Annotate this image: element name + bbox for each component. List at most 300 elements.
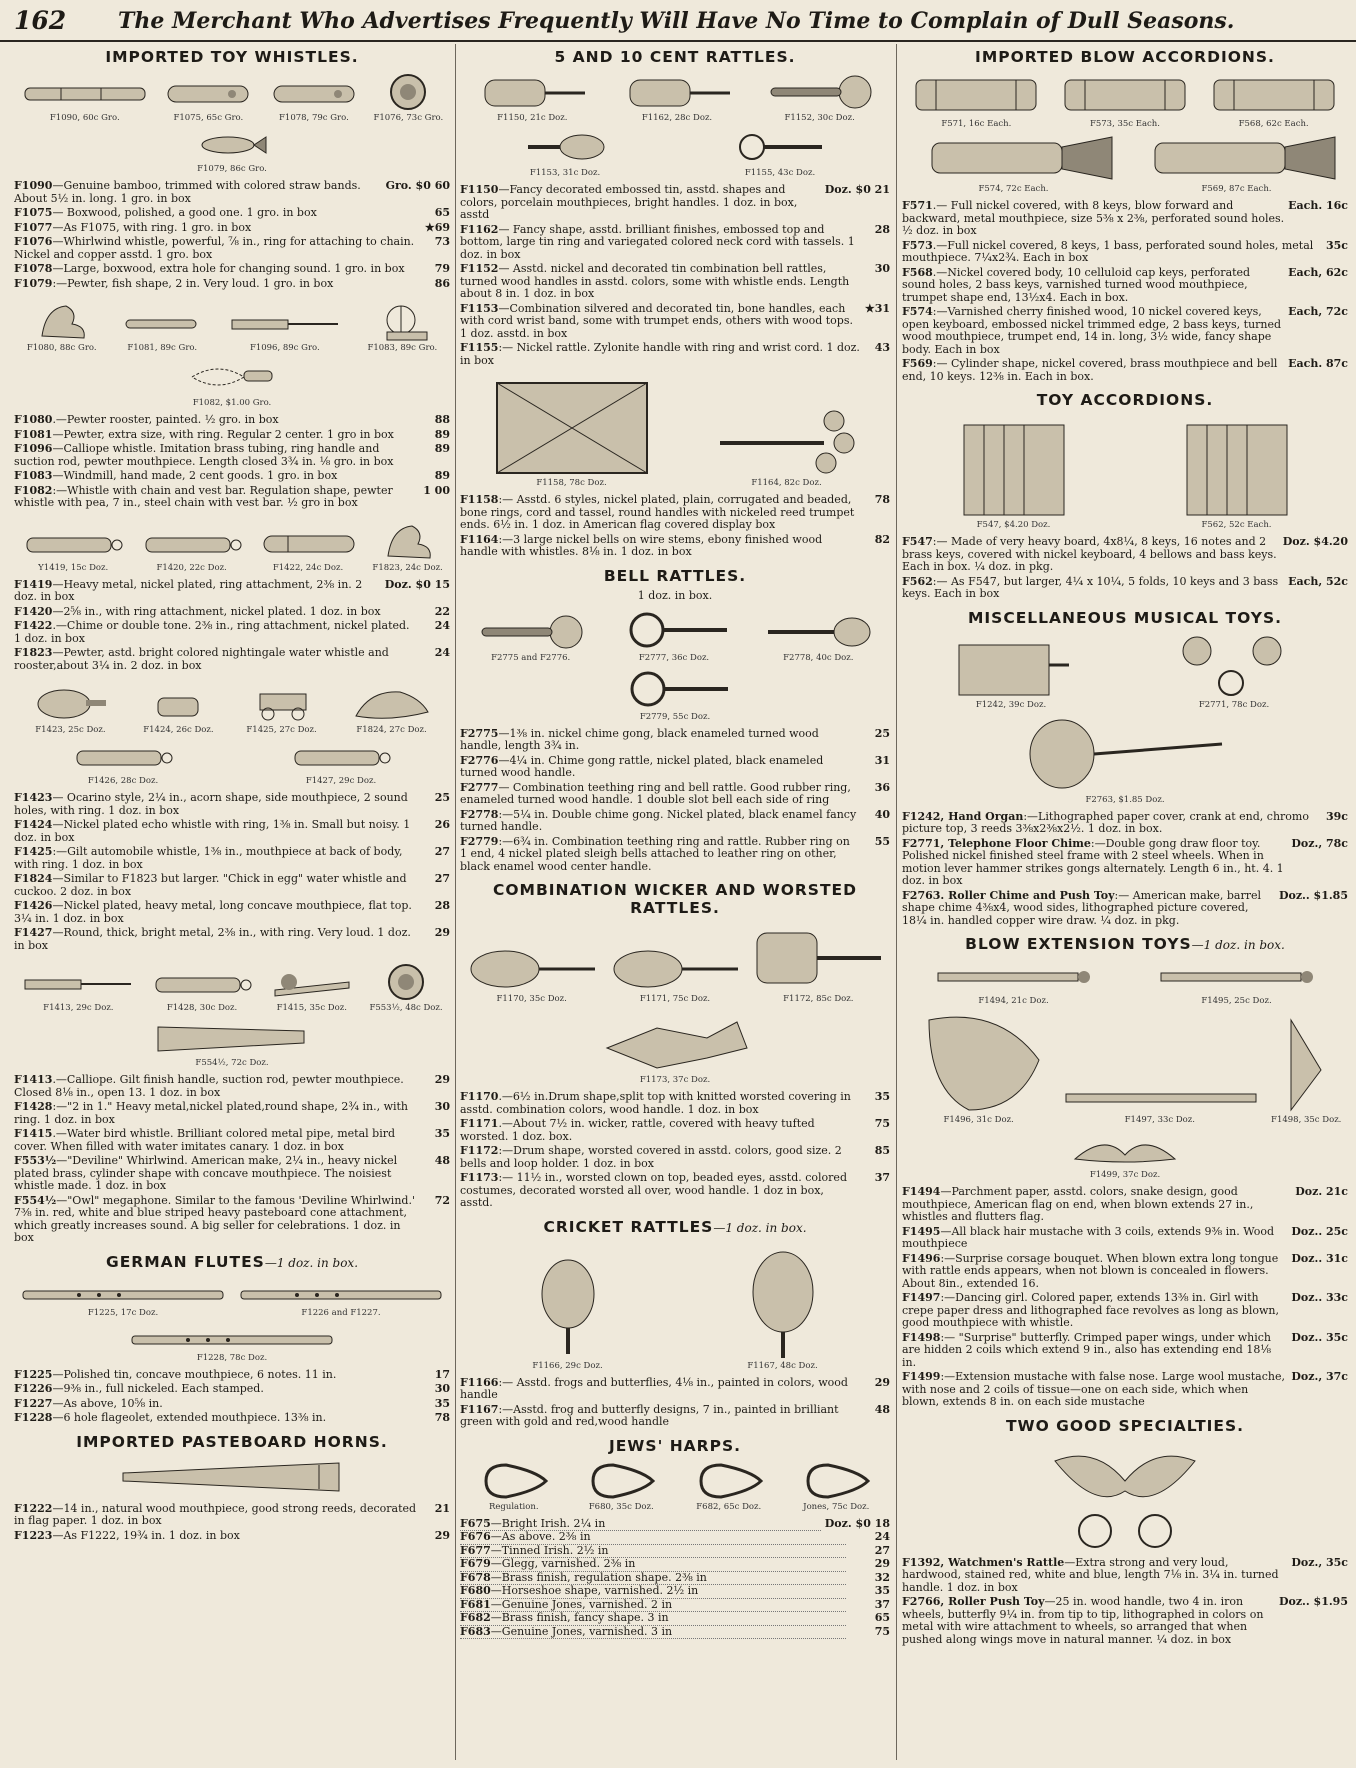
- catalog-item: [460, 1585, 890, 1599]
- catalog-section: [460, 567, 890, 874]
- figure-row: [902, 413, 1348, 532]
- figure-caption: F1167, 48c Doz.: [747, 1360, 818, 1371]
- item-price: Doz. $0 15: [384, 577, 450, 591]
- catalog-item: [14, 236, 450, 261]
- item-code: F1422: [14, 619, 53, 632]
- figure-caption: F1150, 21c Doz.: [497, 113, 568, 123]
- item-text: —As above, 10⅝ in.: [52, 1396, 163, 1410]
- item-price: 30: [434, 1100, 450, 1113]
- item-code: F571: [902, 199, 933, 212]
- item-code: F1226: [14, 1382, 53, 1395]
- item-text: :—Asstd. frog and butterfly designs, 7 in., painted in brilliant green with gold and red,wood handle: [460, 1402, 839, 1428]
- item-price: 39c: [1325, 809, 1348, 823]
- section-title: [14, 48, 450, 66]
- nickel-rattle-icon: [732, 127, 828, 167]
- catalog-item: [460, 1377, 890, 1402]
- item-code: F677: [460, 1543, 491, 1557]
- item-text: — Ocarino style, 2¼ in., acorn shape, side mouthpiece, 2 sound holes, with ring. 1 doz. in box: [14, 791, 408, 817]
- item-description: [460, 1145, 860, 1170]
- product-figure: [620, 72, 734, 123]
- figure-caption: F1823, 24c Doz.: [372, 562, 443, 573]
- item-text: —Parchment paper, asstd. colors, snake design, good mouthpiece, American flag on end, when blown extends 27 in., whistles and flutters flag.: [902, 1185, 1254, 1223]
- blow-extension-icon: [1157, 959, 1317, 995]
- jews-harp-icon: [476, 1461, 552, 1501]
- item-code: F676: [460, 1530, 491, 1543]
- item-list: [14, 1369, 450, 1425]
- item-description: [14, 846, 420, 871]
- flute-icon: [19, 1277, 227, 1307]
- item-description: [14, 470, 420, 483]
- catalog-item: [902, 267, 1348, 305]
- catalog-item: [460, 1558, 890, 1572]
- item-price: Doz. 21c: [1295, 1185, 1348, 1198]
- butterfly-roller-icon: [1035, 1441, 1215, 1551]
- item-price: 72: [434, 1193, 450, 1207]
- item-text: :—6¾ in. Combination teething ring and rattle. Rubber ring on 1 end, 4 nickel plated sleigh bells attached to leather ring on other, black enamel wood center handle.: [460, 834, 850, 873]
- catalog-item: [902, 576, 1348, 601]
- section-title-text: BLOW EXTENSION TOYS: [965, 935, 1192, 953]
- item-description: [460, 1377, 860, 1402]
- column-divider: [896, 44, 897, 1760]
- item-list: [902, 536, 1348, 601]
- item-code: F1423: [14, 791, 53, 804]
- catalog-section: [460, 375, 890, 559]
- product-figure: [751, 923, 885, 1004]
- figure-caption: F1425, 27c Doz.: [246, 725, 317, 735]
- product-figure: [289, 739, 393, 786]
- item-text: —Calliope whistle. Imitation brass tubing, ring handle and suction rod, pewter mouthpiece. Length closed 3¾ in. ⅛ gro. in box: [14, 442, 394, 468]
- catalog-item: [460, 1599, 890, 1613]
- item-price: 22: [434, 604, 450, 618]
- item-price: 29: [434, 1528, 450, 1542]
- catalog-item: [902, 1186, 1348, 1224]
- item-description: [14, 207, 420, 220]
- section-title: [460, 567, 890, 585]
- item-text: —Extra strong and very loud, hardwood, stained red, white and blue, length 7⅛ in. 3¼ in. turned handle. 1 doz. in box: [902, 1555, 1279, 1594]
- figure-caption: F1225, 17c Doz.: [87, 1307, 159, 1318]
- chime-whistle-icon: [258, 526, 358, 562]
- item-price: 1 00: [423, 483, 450, 497]
- catalog-item: [460, 1572, 890, 1586]
- rooster-whistle-icon: [32, 300, 92, 342]
- item-description: [460, 782, 860, 807]
- product-figure: [1055, 72, 1195, 129]
- item-description: [460, 1404, 860, 1429]
- figure-row: [460, 1459, 890, 1514]
- item-description: [14, 900, 420, 925]
- item-description: [460, 1518, 821, 1532]
- item-code: F1077: [14, 220, 53, 234]
- figure-caption: F2763, $1.85 Doz.: [1085, 794, 1165, 805]
- product-figure: [476, 1461, 552, 1512]
- figure-caption: F1158, 78c Doz.: [536, 478, 607, 488]
- product-figure: [372, 520, 442, 573]
- catalog-item: [14, 1530, 450, 1543]
- item-price: 89: [434, 469, 450, 482]
- item-text: —"Owl" megaphone. Similar to the famous 'Deviline Whirlwind.' 7⅜ in. red, white and blue striped heavy pasteboard cone attachment, which greatly increases sound. A big seller for celebrations. 1 doz. in box: [14, 1193, 415, 1244]
- figure-caption: F1496, 31c Doz.: [943, 1115, 1014, 1125]
- figure-row: [902, 957, 1348, 1182]
- item-text: —Brass finish, regulation shape. 2⅜ in: [490, 1570, 707, 1584]
- item-list: [902, 200, 1348, 383]
- item-description: [14, 1530, 420, 1543]
- item-description: [14, 222, 420, 235]
- catalog-item: [14, 1383, 450, 1396]
- item-text: —Fancy decorated embossed tin, asstd. shapes and colors, porcelain mouthpieces, bright handles. 1 doz. in box, asstd: [460, 183, 798, 221]
- blow-accordion-icon: [1204, 72, 1344, 118]
- product-figure: [597, 1008, 753, 1085]
- catalog-item: [460, 1091, 890, 1116]
- item-price: 24: [434, 619, 450, 632]
- item-list: [14, 180, 450, 290]
- item-description: [14, 1128, 420, 1153]
- product-figure: [906, 72, 1046, 129]
- catalog-item: [460, 1172, 890, 1210]
- catalog-section: [14, 1433, 450, 1543]
- product-figure: [949, 635, 1073, 710]
- item-description: [902, 838, 1287, 888]
- product-figure: [934, 959, 1094, 1006]
- item-code: F1080: [14, 413, 53, 426]
- page-number: 162: [14, 6, 67, 35]
- item-description: [902, 1332, 1287, 1370]
- item-price: 36: [874, 780, 890, 794]
- item-code: F554½: [14, 1193, 57, 1207]
- item-code: F679: [460, 1557, 491, 1570]
- item-code: F2763. Roller Chime and Push Toy: [902, 888, 1115, 902]
- item-text: :—Pewter, fish shape, 2 in. Very loud. 1 gro. in box: [52, 276, 334, 290]
- item-price: Doz.. $1.85: [1278, 888, 1348, 902]
- item-code: F568: [902, 265, 933, 279]
- ocarina-whistle-icon: [30, 684, 110, 724]
- figure-caption: F1242, 39c Doz.: [975, 699, 1047, 710]
- product-figure: [491, 377, 653, 488]
- page-title: The Merchant Who Advertises Frequently Will Have No Time to Complain of Dull Seasons.: [118, 8, 1235, 34]
- catalog-item: [460, 494, 890, 532]
- product-figure: [762, 612, 874, 663]
- item-price: 35: [434, 1127, 450, 1140]
- item-price: ★31: [864, 301, 890, 315]
- product-figure: [128, 1322, 336, 1363]
- figure-caption: Regulation.: [488, 1501, 539, 1512]
- item-description: [14, 485, 419, 510]
- item-price: 35c: [1325, 238, 1348, 252]
- item-code: F573: [902, 238, 933, 252]
- item-description: [902, 576, 1284, 601]
- product-figure: [194, 127, 270, 174]
- catalog-section: [14, 960, 450, 1245]
- item-code: F1082: [14, 483, 53, 497]
- roller-chime-icon: [1022, 714, 1228, 794]
- product-figure: [162, 76, 254, 123]
- item-description: [14, 1503, 420, 1528]
- item-description: [14, 1101, 420, 1126]
- catalog-section: [460, 881, 890, 1210]
- item-description: [460, 263, 860, 301]
- item-description: [14, 819, 420, 844]
- column-1: [14, 44, 450, 1760]
- catalog-item: [460, 728, 890, 753]
- item-text: —Round, thick, bright metal, 2⅜ in., with ring. Very loud. 1 doz. in box: [14, 926, 411, 952]
- item-code: F1158: [460, 493, 499, 506]
- catalog-item: [460, 184, 890, 222]
- item-price: 75: [874, 1624, 890, 1638]
- teething-ring-icon: [618, 667, 732, 711]
- catalog-item: [14, 579, 450, 604]
- item-code: F1153: [460, 301, 499, 315]
- item-price: 37: [874, 1597, 890, 1611]
- item-price: 86: [434, 276, 450, 290]
- item-price: 37: [874, 1171, 890, 1184]
- item-description: [460, 1585, 846, 1599]
- item-description: [460, 342, 860, 367]
- item-price: Doz.. 35c: [1291, 1330, 1348, 1344]
- item-price: 25: [434, 791, 450, 804]
- figure-caption: F2775 and F2776.: [491, 652, 571, 663]
- figure-row: [902, 631, 1348, 807]
- wicker-rattle-icon: [465, 945, 599, 993]
- item-text: —2⅝ in., with ring attachment, nickel plated. 1 doz. in box: [52, 604, 381, 618]
- figure-caption: F1166, 29c Doz.: [532, 1360, 603, 1371]
- item-list: [14, 579, 450, 673]
- catalog-item: [460, 1612, 890, 1626]
- blow-extension-icon: [934, 959, 1094, 995]
- item-description: [902, 1596, 1275, 1646]
- item-code: F1173: [460, 1171, 499, 1184]
- item-code: F1078: [14, 262, 53, 275]
- item-code: F1426: [14, 899, 53, 912]
- item-list: [14, 1074, 450, 1245]
- item-price: 78: [874, 493, 890, 506]
- product-figure: [1204, 72, 1344, 129]
- product-figure: [912, 133, 1116, 194]
- item-price: 31: [874, 753, 890, 767]
- catalog-item: [14, 1155, 450, 1193]
- item-list: [14, 414, 450, 510]
- item-description: [902, 1292, 1287, 1330]
- catalog-item: [14, 180, 450, 205]
- figure-caption: F680, 35c Doz.: [588, 1501, 654, 1512]
- item-description: [460, 836, 860, 874]
- item-price: 35: [874, 1584, 890, 1597]
- item-price: Each. 87c: [1288, 357, 1348, 370]
- calliope-whistle-icon: [21, 966, 135, 1002]
- item-description: [460, 534, 860, 559]
- figure-row: [14, 960, 450, 1070]
- item-description: [14, 1383, 420, 1396]
- figure-caption: F1494, 21c Doz.: [978, 996, 1049, 1006]
- item-price: 65: [874, 1611, 890, 1624]
- item-text: —Genuine bamboo, trimmed with colored straw bands. About 5½ in. long. 1 gro. in box: [14, 179, 361, 205]
- tin-rattle-icon: [475, 72, 589, 112]
- item-text: —Similar to F1823 but larger. "Chick in egg" water whistle and cuckoo. 2 doz. in box: [14, 872, 407, 898]
- figure-caption: F1155, 43c Doz.: [744, 168, 816, 178]
- calliope-whistle-icon: [228, 306, 342, 342]
- catalog-item: [14, 900, 450, 925]
- metal-whistle-icon: [289, 739, 393, 775]
- figure-caption: F1079, 86c Gro.: [197, 164, 267, 174]
- catalog-item: [902, 1332, 1348, 1370]
- item-code: F675: [460, 1516, 491, 1530]
- item-text: :—"2 in 1." Heavy metal,nickel plated,round shape, 2¾ in., with ring. 1 doz. in box: [14, 1100, 409, 1126]
- catalog-item: [460, 1545, 890, 1559]
- product-figure: [1062, 1078, 1258, 1125]
- pasteboard-horn-icon: [119, 1457, 345, 1497]
- item-code: F1227: [14, 1396, 53, 1410]
- pewter-whistle-icon: [122, 306, 202, 342]
- item-code: F1225: [14, 1367, 53, 1381]
- item-code: F569: [902, 357, 933, 370]
- item-text: :—Dancing girl. Colored paper, extends 13⅜ in. Girl with crepe paper dress and lithographed face revolves as long as blown, good mouthpiece with whistle.: [902, 1291, 1279, 1329]
- item-list: [460, 494, 890, 559]
- item-price: 24: [874, 1530, 890, 1543]
- item-description: [460, 494, 860, 532]
- figure-caption: F1172, 85c Doz.: [783, 994, 854, 1004]
- item-description: [14, 429, 420, 442]
- item-text: .—6½ in.Drum shape,split top with knitted worsted covering in asstd. combination colors, wood handle. 1 doz. in box: [460, 1090, 851, 1116]
- item-description: [460, 755, 860, 780]
- section-title: [902, 48, 1348, 66]
- windmill-whistle-icon: [371, 302, 433, 342]
- jews-harp-icon: [691, 1461, 767, 1501]
- metal-whistle-icon: [21, 526, 125, 562]
- catalog-item: [902, 1596, 1348, 1646]
- catalog-section: [14, 1253, 450, 1425]
- item-price: Doz. $4.20: [1282, 535, 1348, 548]
- item-description: [14, 927, 420, 952]
- section-title-text: IMPORTED BLOW ACCORDIONS.: [975, 48, 1275, 66]
- figure-row: [460, 1240, 890, 1373]
- section-title-text: 5 AND 10 CENT RATTLES.: [554, 48, 796, 66]
- item-text: :— American make, barrel shape chime 4⅜x4, wood sides, lithographed picture covered, 18¼ in. handled copper wire draw. ¼ doz. in pkg.: [902, 888, 1261, 927]
- section-title: [460, 48, 890, 66]
- figure-caption: F1498, 35c Doz.: [1271, 1115, 1342, 1125]
- product-figure: [350, 682, 434, 735]
- item-description: [460, 1118, 860, 1143]
- item-code: F1424: [14, 818, 53, 831]
- item-description: [460, 303, 860, 341]
- automobile-whistle-icon: [250, 684, 314, 724]
- product-figure: [732, 127, 828, 178]
- item-text: — Combination teething ring and bell rattle. Good rubber ring, enameled turned wood handle. 1 double slot bell each side of ring: [460, 780, 851, 806]
- item-text: —Nickel plated echo whistle with ring, 1⅜ in. Small but noisy. 1 doz. in box: [14, 818, 411, 844]
- product-figure: [608, 945, 742, 1004]
- item-text: —Brass finish, fancy shape. 3 in: [490, 1611, 669, 1624]
- catalog-item: [460, 755, 890, 780]
- item-description: [14, 263, 420, 276]
- item-description: [460, 1091, 860, 1116]
- item-code: F1167: [460, 1402, 499, 1416]
- product-figure: [909, 1010, 1049, 1125]
- section-title-text: GERMAN FLUTES: [105, 1252, 265, 1271]
- product-figure: [476, 612, 586, 663]
- item-price: 89: [434, 427, 450, 441]
- item-price: Doz., 35c: [1291, 1555, 1348, 1569]
- item-text: —Glegg, varnished. 2⅜ in: [490, 1557, 636, 1570]
- item-description: [14, 1074, 420, 1099]
- boxwood-whistle-icon: [268, 76, 360, 112]
- item-code: F1413: [14, 1073, 53, 1086]
- catalog-item: [902, 1557, 1348, 1595]
- item-text: :— Made of very heavy board, 4x8¼, 8 keys, 16 notes and 2 brass keys, covered with nickel keyboard, 4 bellows and bass keys. Each in box. ¼ doz. in pkg.: [902, 535, 1277, 573]
- item-description: [14, 1155, 420, 1193]
- catalog-item: [14, 620, 450, 645]
- item-description: [460, 184, 821, 222]
- item-text: :—Double gong draw floor toy. Polished nickel finished steel frame with 2 steel wheels. When in motion lever hammer strikes gongs alternately. Length 6 in., ht. 4. 1 doz. in box: [902, 836, 1284, 887]
- item-price: Each, 62c: [1288, 265, 1348, 279]
- item-text: :—Drum shape, worsted covered in asstd. colors, good size. 2 bells and loop holder. 1 doz. in box: [460, 1144, 842, 1170]
- item-price: 85: [874, 1144, 890, 1157]
- item-code: F1495: [902, 1224, 941, 1238]
- item-text: :— Cylinder shape, nickel covered, brass mouthpiece and bell end, 10 keys. 12⅜ in. Each in box.: [902, 357, 1278, 383]
- hand-organ-icon: [949, 635, 1073, 699]
- item-code: F1079: [14, 276, 53, 290]
- item-code: F1498: [902, 1330, 941, 1344]
- item-price: 27: [434, 872, 450, 885]
- item-price: 35: [874, 1090, 890, 1103]
- catalog-item: [902, 200, 1348, 238]
- figure-caption: F569, 87c Each.: [1201, 184, 1272, 194]
- echo-whistle-icon: [150, 688, 206, 724]
- section-title-text: JEWS' HARPS.: [608, 1436, 742, 1455]
- product-figure: [765, 72, 875, 123]
- item-text: :— Asstd. 6 styles, nickel plated, plain, corrugated and beaded, bone rings, cord and tassel, round handles with nickeled reed trumpet ends. 6½ in. 1 doz. in American flag covered display box: [460, 493, 855, 531]
- item-code: F1415: [14, 1127, 53, 1140]
- jews-harp-icon: [798, 1461, 874, 1501]
- catalog-item: [14, 819, 450, 844]
- clown-rattle-icon: [597, 1008, 753, 1074]
- product-figure: [1271, 1010, 1341, 1125]
- section-title: [902, 935, 1348, 953]
- product-figure: [691, 1461, 767, 1512]
- item-description: [460, 1626, 846, 1640]
- section-note: 1 doz. in box.: [637, 588, 713, 602]
- item-list: [460, 184, 890, 367]
- item-price: 27: [874, 1543, 890, 1557]
- item-text: :— Asstd. frogs and butterflies, 4⅛ in., painted in colors, wood handle: [460, 1375, 848, 1401]
- catalog-item: [460, 224, 890, 262]
- item-price: Doz.. $1.95: [1278, 1595, 1348, 1608]
- catalog-item: [14, 222, 450, 235]
- catalog-section: [460, 1437, 890, 1640]
- product-figure: [475, 72, 589, 123]
- product-figure: [373, 72, 443, 123]
- item-price: Each. 16c: [1288, 199, 1348, 212]
- figure-caption: F1082, $1.00 Gro.: [192, 398, 272, 408]
- item-price: 29: [874, 1375, 890, 1389]
- catalog-section: [460, 1218, 890, 1429]
- figure-caption: F2771, 78c Doz.: [1198, 699, 1270, 710]
- blow-accordion-icon: [1055, 72, 1195, 118]
- section-title: [902, 1417, 1348, 1435]
- frog-cricket-icon: [528, 1244, 608, 1360]
- product-figure: [228, 306, 342, 353]
- figure-caption: F1162, 28c Doz.: [641, 113, 713, 123]
- item-code: F1499: [902, 1370, 941, 1383]
- catalog-item: [902, 306, 1348, 356]
- figure-caption: F573, 35c Each.: [1089, 119, 1160, 129]
- catalog-item: [902, 1226, 1348, 1251]
- item-text: —1⅜ in. nickel chime gong, black enameled turned wood handle, length 3¾ in.: [460, 726, 819, 752]
- rattle-display-box-icon: [491, 377, 653, 477]
- product-figure: [30, 684, 110, 735]
- figure-caption: F1499, 37c Doz.: [1089, 1170, 1161, 1180]
- metal-whistle-icon: [71, 739, 175, 775]
- figure-caption: F1422, 24c Doz.: [272, 562, 344, 573]
- item-code: F574: [902, 305, 933, 318]
- item-text: :— 11½ in., worsted clown on top, beaded eyes, asstd. colored costumes, decorated worsted all over, wood handle. 1 doz in box, asstd.: [460, 1171, 847, 1209]
- item-code: F1172: [460, 1144, 499, 1157]
